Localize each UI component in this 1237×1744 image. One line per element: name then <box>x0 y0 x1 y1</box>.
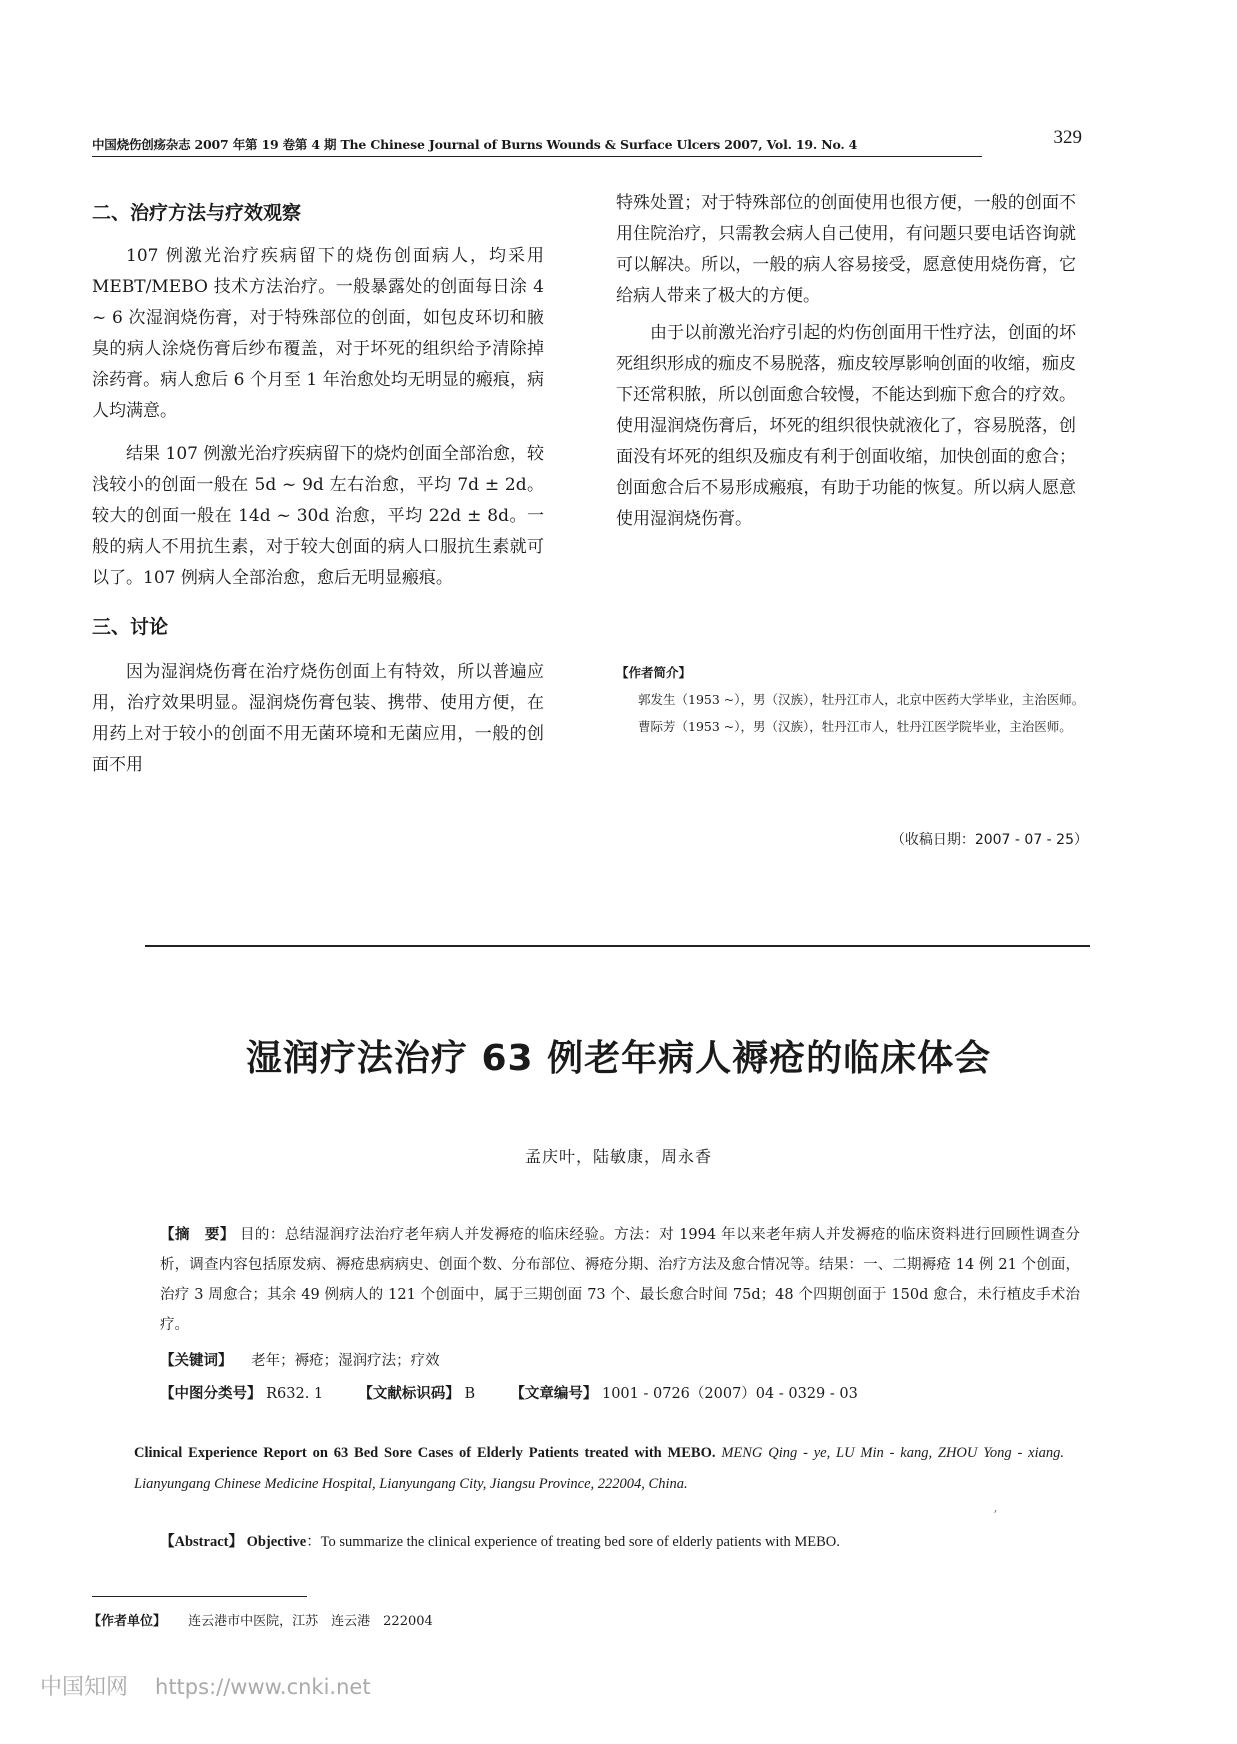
article-title: 湿润疗法治疗 63 例老年病人褥疮的临床体会 <box>245 1038 992 1079</box>
right-column <box>616 188 1076 535</box>
journal-header: 中国烧伤创疡杂志 2007 年第 19 卷第 4 期 The Chinese Journal of Burns Wounds & Surface Ulcers 2007, Vol. 19. No. 4 <box>92 137 858 152</box>
author-bio-entry: 曹际芳（1953 ~），男（汉族），牡丹江市人，牡丹江医学院毕业，主治医师。 <box>638 719 1072 734</box>
header-rule <box>92 156 982 157</box>
paragraph-discussion-cont: 特殊处置；对于特殊部位的创面使用也很方便，一般的创面不用住院治疗，只需教会病人自己使用，有问题只要电话咨询就可以解决。所以，一般的病人容易接受，愿意使用烧伤膏，它给病人带来了极大的方便。 <box>616 193 1076 306</box>
keywords-label: 【关键词】 <box>160 1353 233 1369</box>
classification-line <box>160 1382 1080 1403</box>
english-title: Clinical Experience Report on 63 Bed Sore Cases of Elderly Patients treated with MEBO. <box>134 1445 716 1461</box>
page-number: 329 <box>1053 127 1082 148</box>
footnote-label: 【作者单位】 <box>88 1614 167 1629</box>
left-column <box>92 198 544 781</box>
author-bio-entry: 郭发生（1953 ~），男（汉族），牡丹江市人，北京中医药大学毕业，主治医师。 <box>638 692 1085 707</box>
paragraph-results: 结果 107 例激光治疗疾病留下的烧灼创面全部治愈，较浅较小的创面一般在 5d ~ 9d 左右治愈，平均 7d ± 2d。较大的创面一般在 14d ~ 30d 治愈，平均 22d ± 8d。一般的病人不用抗生素，对于较大创面的病人口服抗生素就可以了。107 例病人全部治愈，愈后无明显瘢痕。 <box>92 444 544 588</box>
english-objective-label: Objective <box>246 1534 307 1550</box>
received-date: （收稿日期：2007 - 07 - 25） <box>890 832 1088 848</box>
english-authors: MENG Qing - ye, LU Min - kang, ZHOU Yong - xiang. Lianyungang Chinese Medicine Hospital, Lianyungang City, Jiangsu Province, 222004, China. <box>134 1445 1065 1492</box>
paragraph-treatment: 107 例激光治疗疾病留下的烧伤创面病人，均采用 MEBT/MEBO 技术方法治疗。一般暴露处的创面每日涂 4 ~ 6 次湿润烧伤膏，对于特殊部位的创面，如包皮环切和腋臭的病人涂烧伤膏后纱布覆盖，对于坏死的组织给予清除掉涂药膏。病人愈后 6 个月至 1 年治愈处均无明显的瘢痕，病人均满意。 <box>92 246 544 421</box>
article-no-label: 【文章编号】 <box>510 1386 598 1402</box>
abstract-label: 【摘 要】 <box>160 1227 235 1243</box>
clc-label: 【中图分类号】 <box>160 1386 262 1402</box>
author-bio-label: 【作者简介】 <box>616 665 692 680</box>
doc-code-value: B <box>464 1386 476 1402</box>
section-heading-discussion: 三、讨论 <box>92 616 169 638</box>
author-affiliation-footnote <box>88 1610 433 1629</box>
clc-value: R632. 1 <box>266 1386 324 1402</box>
abstract <box>160 1220 1080 1340</box>
doc-code-label: 【文献标识码】 <box>358 1386 460 1402</box>
watermark-url: https://www.cnki.net <box>155 1675 371 1699</box>
cnki-watermark <box>40 1670 371 1701</box>
running-header <box>92 127 1082 153</box>
english-abstract <box>160 1530 1090 1551</box>
paragraph-discussion-2: 由于以前激光治疗引起的灼伤创面用干性疗法，创面的坏死组织形成的痂皮不易脱落，痂皮较厚影响创面的收缩，痂皮下还常积脓，所以创面愈合较慢，不能达到痂下愈合的疗效。使用湿润烧伤膏后，坏死的组织很快就液化了，容易脱落，创面没有坏死的组织及痂皮有利于创面收缩，加快创面的愈合；创面愈合后不易形成瘢痕，有助于功能的恢复。所以病人愿意使用湿润烧伤膏。 <box>616 323 1076 529</box>
paragraph-discussion: 因为湿润烧伤膏在治疗烧伤创面上有特效，所以普遍应用，治疗效果明显。湿润烧伤膏包装、携带、使用方便，在用药上对于较小的创面不用无菌环境和无菌应用，一般的创面不用 <box>92 662 544 775</box>
author-bio <box>616 659 1096 740</box>
scan-mark: ʼ <box>993 1508 997 1522</box>
keywords-line <box>160 1349 1080 1370</box>
article-divider <box>145 945 1090 947</box>
keywords: 老年；褥疮；湿润疗法；疗效 <box>251 1353 440 1369</box>
footnote-text: 连云港市中医院，江苏 连云港 222004 <box>188 1614 433 1629</box>
english-objective-text: ：To summarize the clinical experience of treating bed sore of elderly patients with MEBO. <box>306 1534 840 1550</box>
english-abstract-label: 【Abstract】 <box>160 1534 243 1550</box>
abstract-text: 目的：总结湿润疗法治疗老年病人并发褥疮的临床经验。方法：对 1994 年以来老年病人并发褥疮的临床资料进行回顾性调查分析，调查内容包括原发病、褥疮患病病史、创面个数、分布部位、褥疮分期、治疗方法及愈合情况等。结果：一、二期褥疮 14 例 21 个创面，治疗 3 周愈合；其余 49 例病人的 121 个创面中，属于三期创面 73 个、最长愈合时间 75d；48 个四期创面于 150d 愈合，未行植皮手术治疗。 <box>160 1227 1081 1333</box>
watermark-brand: 中国知网 <box>40 1675 129 1700</box>
footnote-rule <box>92 1596 307 1597</box>
english-reference <box>134 1438 1064 1500</box>
article-no-value: 1001 - 0726（2007）04 - 0329 - 03 <box>601 1386 858 1402</box>
section-heading-treatment: 二、治疗方法与疗效观察 <box>92 202 302 224</box>
article-authors: 孟庆叶，陆敏康，周永香 <box>524 1147 712 1166</box>
